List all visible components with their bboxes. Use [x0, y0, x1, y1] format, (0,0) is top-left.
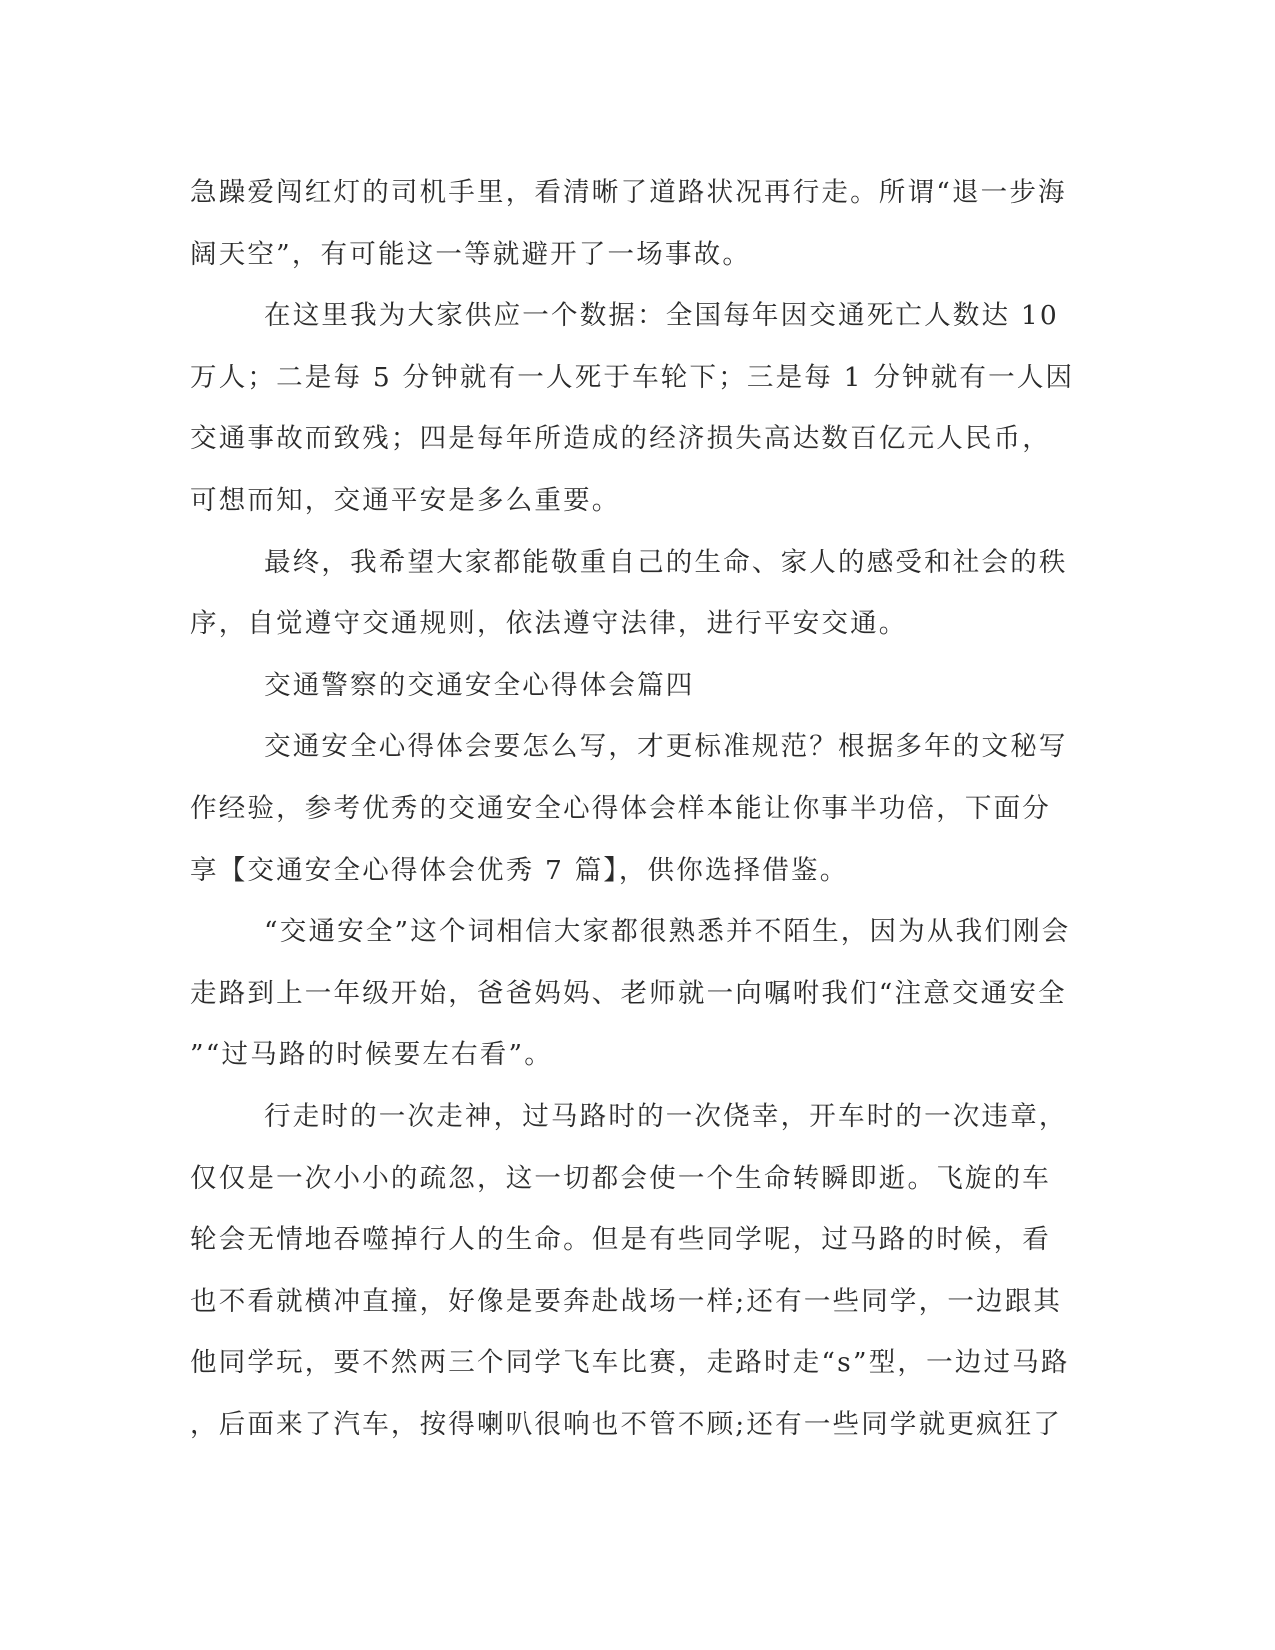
text-line: 作经验，参考优秀的交通安全心得体会样本能让你事半功倍，下面分	[190, 792, 1051, 824]
text-line: 行走时的一次走神，过马路时的一次侥幸，开车时的一次违章，	[264, 1100, 1068, 1132]
text-line: 交通安全心得体会要怎么写，才更标准规范？根据多年的文秘写	[264, 731, 1068, 763]
text-line: 轮会无情地吞噬掉行人的生命。但是有些同学呢，过马路的时候，看	[190, 1224, 1051, 1256]
text-line: 走路到上一年级开始，爸爸妈妈、老师就一向嘱咐我们“注意交通安全	[190, 977, 1067, 1009]
text-line: 交通事故而致残；四是每年所造成的经济损失高达数百亿元人民币，	[190, 423, 1051, 455]
text-line: ”“过马路的时候要左右看”。	[190, 1039, 553, 1071]
document-body	[190, 162, 1080, 1455]
text-line: 仅仅是一次小小的疏忽，这一切都会使一个生命转瞬即逝。飞旋的车	[190, 1162, 1051, 1194]
text-line: ，后面来了汽车，按得喇叭很响也不管不顾;还有一些同学就更疯狂了	[190, 1408, 1063, 1440]
text-line: 阔天空”，有可能这一等就避开了一场事故。	[190, 238, 752, 270]
text-line: 享【交通安全心得体会优秀 7 篇】，供你选择借鉴。	[190, 854, 849, 886]
text-line: 交通警察的交通安全心得体会篇四	[264, 669, 695, 701]
text-line: 在这里我为大家供应一个数据：全国每年因交通死亡人数达 10	[264, 300, 1059, 332]
text-line: 序，自觉遵守交通规则，依法遵守法律，进行平安交通。	[190, 608, 908, 640]
text-line: 急躁爱闯红灯的司机手里，看清晰了道路状况再行走。所谓“退一步海	[190, 177, 1067, 208]
text-line: “交通安全”这个词相信大家都很熟悉并不陌生，因为从我们刚会	[264, 916, 1071, 948]
text-line: 可想而知，交通平安是多么重要。	[190, 484, 621, 516]
text-line: 最终，我希望大家都能敬重自己的生命、家人的感受和社会的秩	[264, 546, 1068, 578]
text-line: 他同学玩，要不然两三个同学飞车比赛，走路时走“s”型，一边过马路	[190, 1347, 1070, 1379]
text-line: 也不看就横冲直撞，好像是要奔赴战场一样;还有一些同学，一边跟其	[190, 1285, 1063, 1317]
text-line: 万人；二是每 5 分钟就有一人死于车轮下；三是每 1 分钟就有一人因	[190, 361, 1075, 393]
